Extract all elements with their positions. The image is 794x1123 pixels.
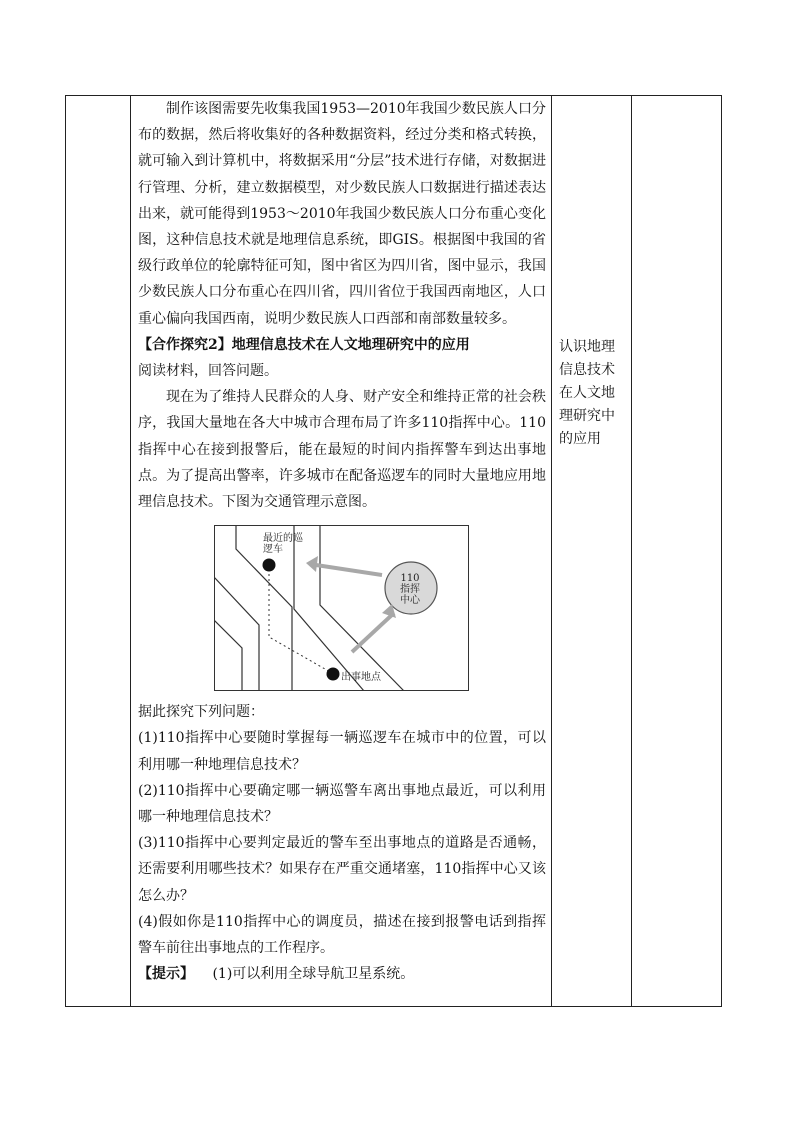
diagram-graphic bbox=[214, 525, 469, 691]
questions-intro: 据此探究下列问题： bbox=[138, 704, 264, 721]
hint bbox=[138, 961, 546, 987]
main-content-cell bbox=[138, 96, 546, 987]
hint-label: 【提示】 bbox=[138, 966, 194, 983]
lesson-table bbox=[65, 95, 722, 1007]
section-title: 【合作探究2】地理信息技术在人文地理研究中的应用 bbox=[138, 336, 470, 353]
question-2: (2)110指挥中心要确定哪一辆巡警车离出事地点最近，可以利用哪一种地理信息技术？ bbox=[138, 782, 546, 826]
patrol-car-label: 最近的巡逻车 bbox=[263, 533, 303, 556]
question-1: (1)110指挥中心要随时掌握每一辆巡逻车在城市中的位置，可以利用哪一种地理信息技术？ bbox=[138, 730, 546, 773]
column-divider bbox=[631, 96, 632, 1006]
column-divider bbox=[130, 96, 131, 1006]
intro-paragraph: 制作该图需要先收集我国1953—2010年我国少数民族人口分布的数据，然后将收集好的各种数据资料，经过分类和格式转换，就可输入到计算机中，将数据采用“分层”技术进行存储，对数据进行管理、分析，建立数据模型，对少数民族人口数据进行描述表达出来，就可能得到1953～2010年我国少数民族人口分布重心变化图，这种信息技术就是地理信息系统，即GIS。根据图中我国的省级行政单位的轮廓特征可知，图中省区为四川省，图中显示，我国少数民族人口分布重心在四川省，四川省位于我国西南地区，人口重心偏向我国西南，说明少数民族人口西部和南部数量较多。 bbox=[138, 101, 546, 327]
instruction: 阅读材料，回答问题。 bbox=[138, 363, 278, 380]
incident-location-label: 出事地点 bbox=[341, 672, 381, 684]
questions bbox=[138, 699, 546, 987]
traffic-management-diagram bbox=[214, 525, 469, 691]
incident-dot bbox=[327, 668, 340, 681]
learning-goal-cell: 认识地理信息技术在人文地理研究中的应用 bbox=[559, 339, 615, 447]
question-3: (3)110指挥中心要判定最近的警车至出事地点的道路是否通畅，还需要利用哪些技术？如果存在严重交通堵塞，110指挥中心又该怎么办？ bbox=[138, 835, 546, 904]
material-paragraph: 现在为了维持人民群众的人身、财产安全和维持正常的社会秩序，我国大量地在各大中城市合理布局了许多110指挥中心。110指挥中心在接到报警后，能在最短的时间内指挥警车到达出事地点。为了提高出警率，许多城市在配备巡逻车的同时大量地应用地理信息技术。下图为交通管理示意图。 bbox=[138, 389, 546, 511]
question-4: (4)假如你是110指挥中心的调度员，描述在接到报警电话到指挥警车前往出事地点的工作程序。 bbox=[138, 913, 546, 957]
column-divider bbox=[551, 96, 552, 1006]
patrol-car-dot bbox=[263, 559, 276, 572]
command-center-label: 110指挥中心 bbox=[400, 573, 420, 607]
hint-text: (1)可以利用全球导航卫星系统。 bbox=[212, 966, 415, 983]
